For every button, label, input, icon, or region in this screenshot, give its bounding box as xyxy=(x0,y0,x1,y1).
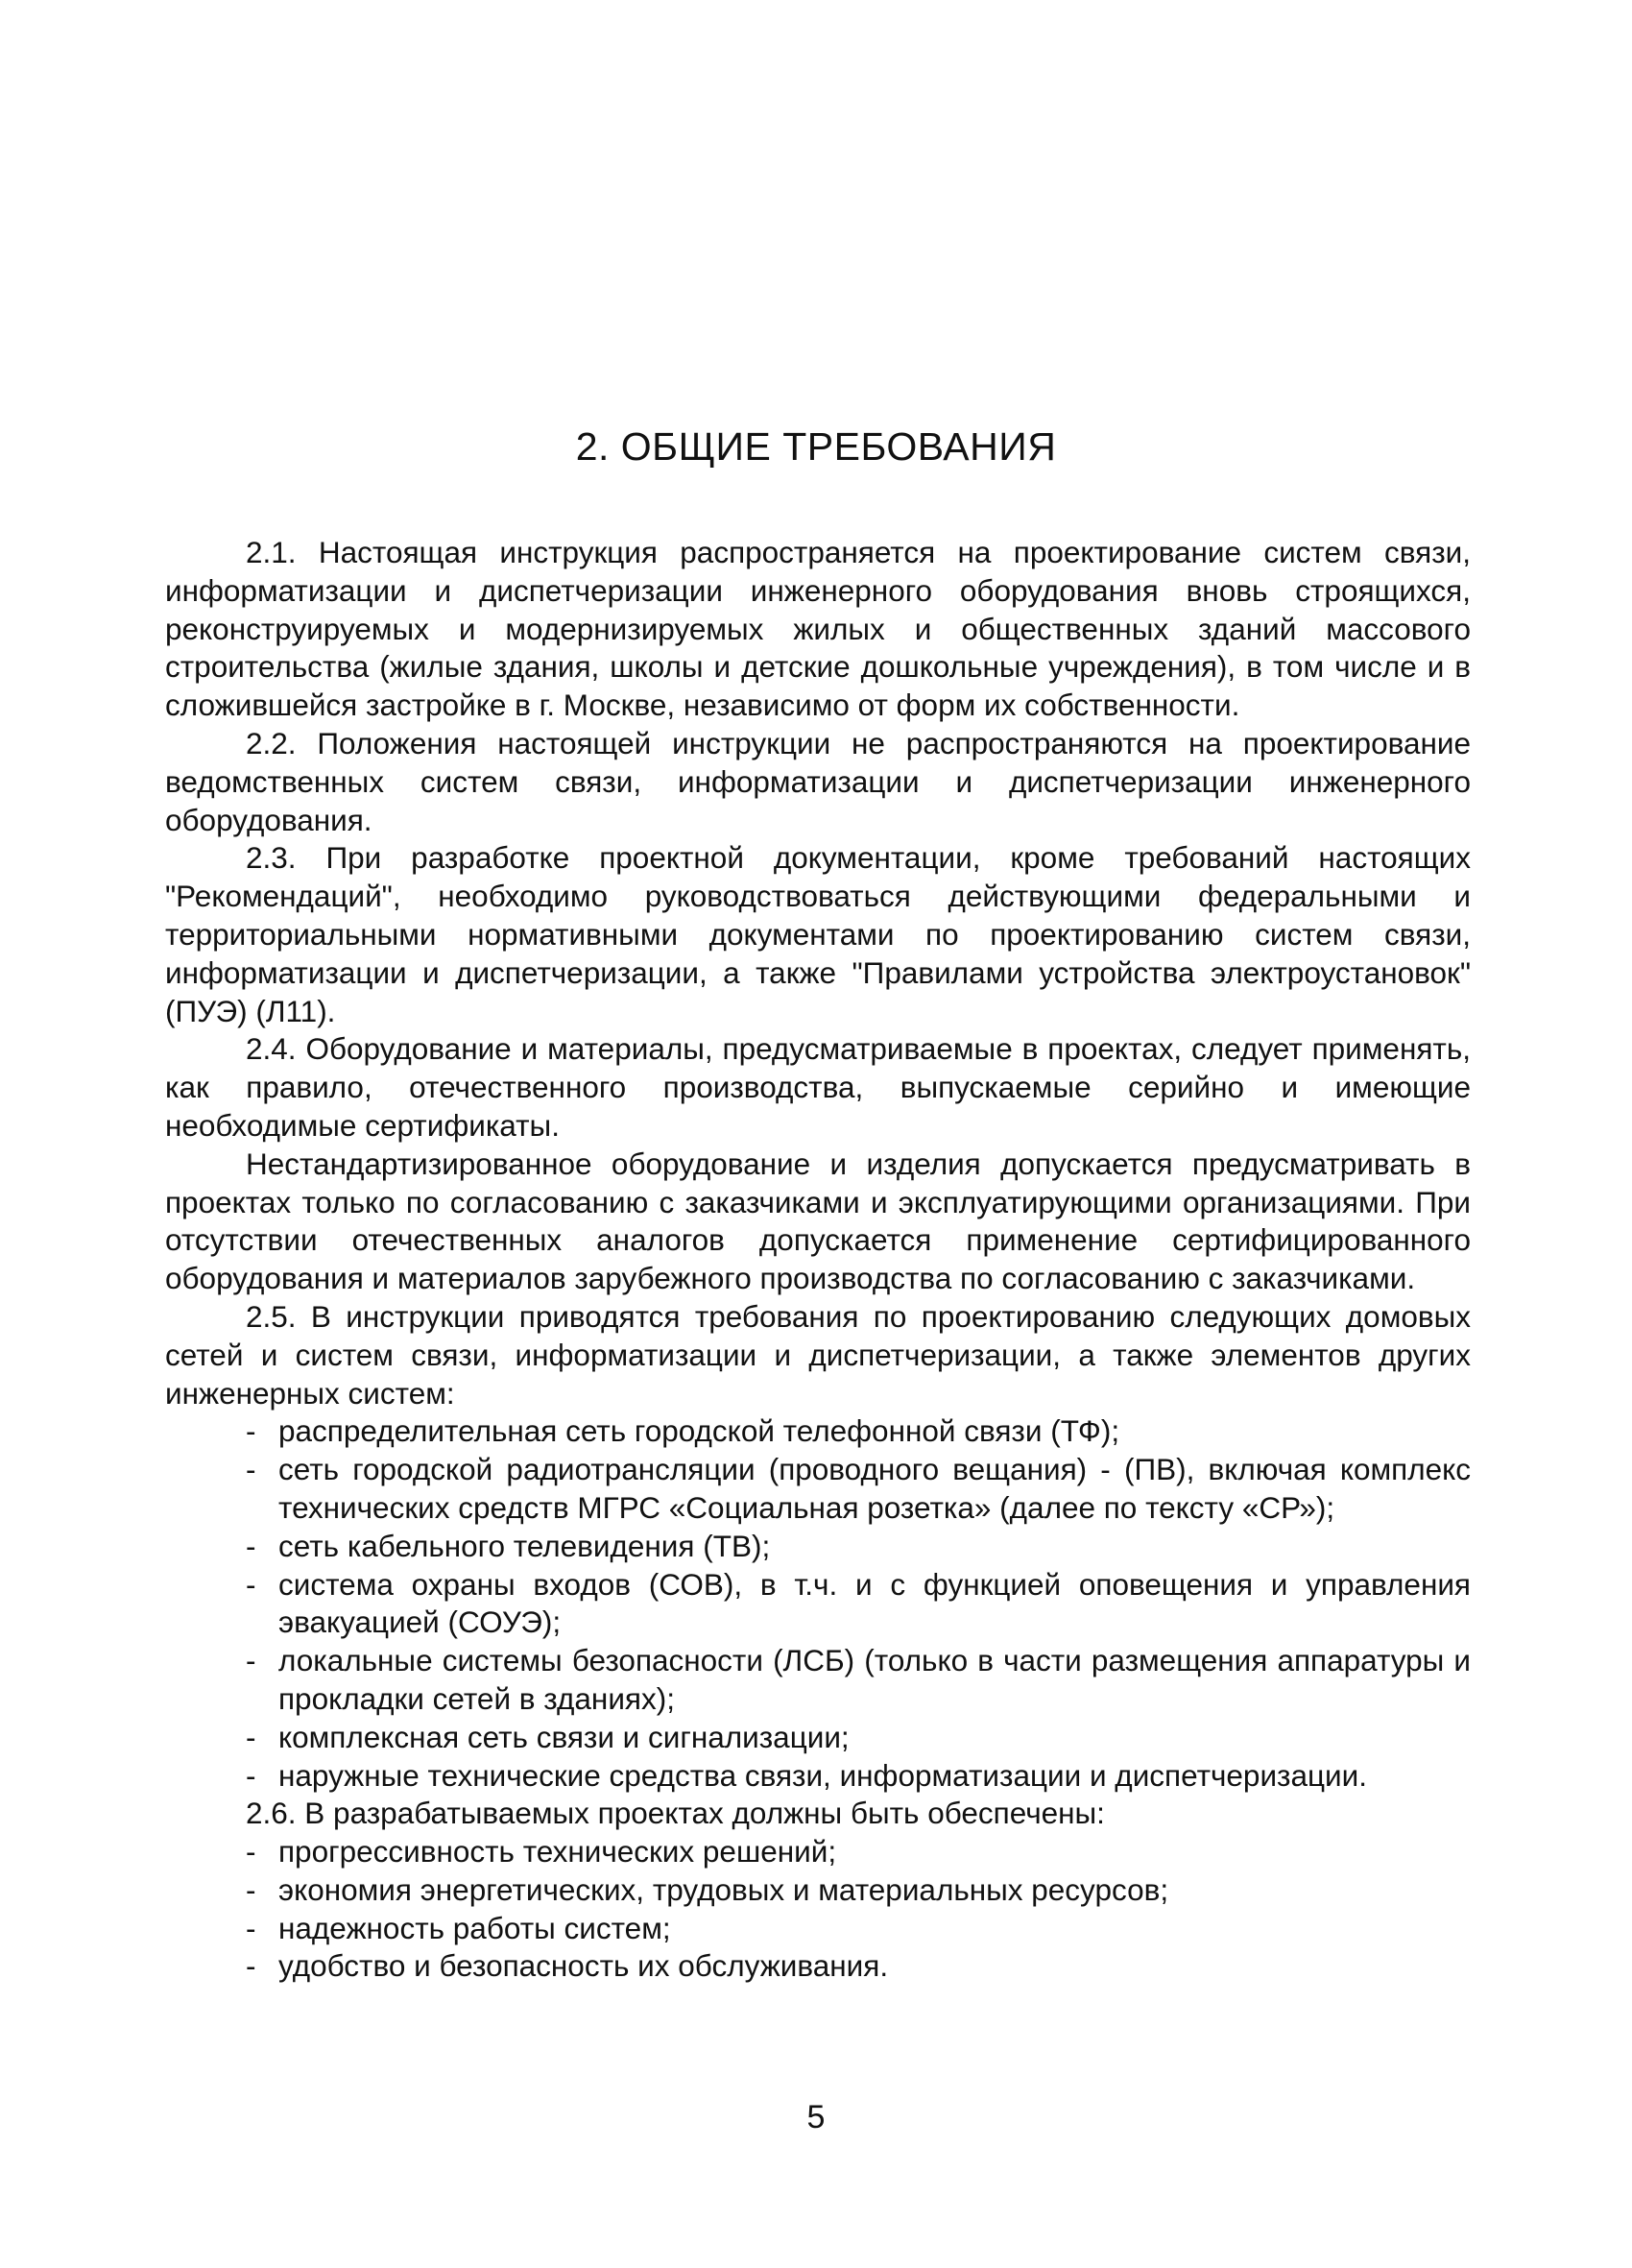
list-item: - распределительная сеть городской телефонной связи (ТФ); xyxy=(246,1412,1471,1451)
paragraph-2-4-continued: Нестандартизированное оборудование и изделия допускается предусматривать в проектах только по согласованию с заказчиками и эксплуатирующими организациями. При отсутствии отечественных аналогов допускается применение сертифицированного оборудования и материалов зарубежного производства по согласованию с заказчиками. xyxy=(165,1146,1471,1296)
list-item: - удобство и безопасность их обслуживания. xyxy=(246,1947,1471,1986)
list-item: - сеть кабельного телевидения (ТВ); xyxy=(246,1528,1471,1566)
page-number: 5 xyxy=(806,2099,826,2135)
list-item: - наружные технические средства связи, информатизации и диспетчеризации. xyxy=(246,1757,1471,1796)
list-item: - комплексная сеть связи и сигнализации; xyxy=(246,1719,1471,1757)
list-item: - система охраны входов (СОВ), в т.ч. и с функцией оповещения и управления эвакуацией (СОУЭ); xyxy=(246,1566,1471,1643)
section-heading: 2. ОБЩИЕ ТРЕБОВАНИЯ xyxy=(575,424,1057,469)
paragraph-2-3: 2.3. При разработке проектной документации, кроме требований настоящих "Рекомендаций", необходимо руководствоваться действующими федеральными и территориальными нормативными документами по проектированию систем связи, информатизации и диспетчеризации, а также "Правилами устройства электроустановок" (ПУЭ) (Л11). xyxy=(165,840,1471,1028)
list-item: - сеть городской радиотрансляции (проводного вещания) - (ПВ), включая комплекс технических средств МГРС «Социальная розетка» (далее по тексту «СР»); xyxy=(246,1451,1471,1528)
paragraph-2-2: 2.2. Положения настоящей инструкции не распространяются на проектирование ведомственных систем связи, информатизации и диспетчеризации инженерного оборудования. xyxy=(165,725,1471,837)
list-item: - экономия энергетических, трудовых и материальных ресурсов; xyxy=(246,1871,1471,1910)
section-body xyxy=(165,534,1471,1986)
list-item: - прогрессивность технических решений; xyxy=(246,1833,1471,1871)
paragraph-2-4: 2.4. Оборудование и материалы, предусматриваемые в проектах, следует применять, как правило, отечественного производства, выпускаемые серийно и имеющие необходимые сертификаты. xyxy=(165,1031,1471,1143)
paragraph-2-6: 2.6. В разрабатываемых проектах должны быть обеспечены: xyxy=(246,1796,1105,1831)
paragraph-2-1: 2.1. Настоящая инструкция распространяется на проектирование систем связи, информатизации и диспетчеризации инженерного оборудования вновь строящихся, реконструируемых и модернизируемых жилых и общественных зданий массового строительства (жилые здания, школы и детские дошкольные учреждения), в том числе и в сложившейся застройке в г. Москве, независимо от форм их собственности. xyxy=(165,535,1471,723)
paragraph-2-5: 2.5. В инструкции приводятся требования по проектированию следующих домовых сетей и систем связи, информатизации и диспетчеризации, а также элементов других инженерных систем: xyxy=(165,1298,1471,1411)
list-item: - локальные системы безопасности (ЛСБ) (только в части размещения аппаратуры и прокладки сетей в зданиях); xyxy=(246,1642,1471,1719)
list-2-6 xyxy=(165,1833,1471,1986)
list-2-5 xyxy=(165,1412,1471,1795)
list-item: - надежность работы систем; xyxy=(246,1910,1471,1948)
